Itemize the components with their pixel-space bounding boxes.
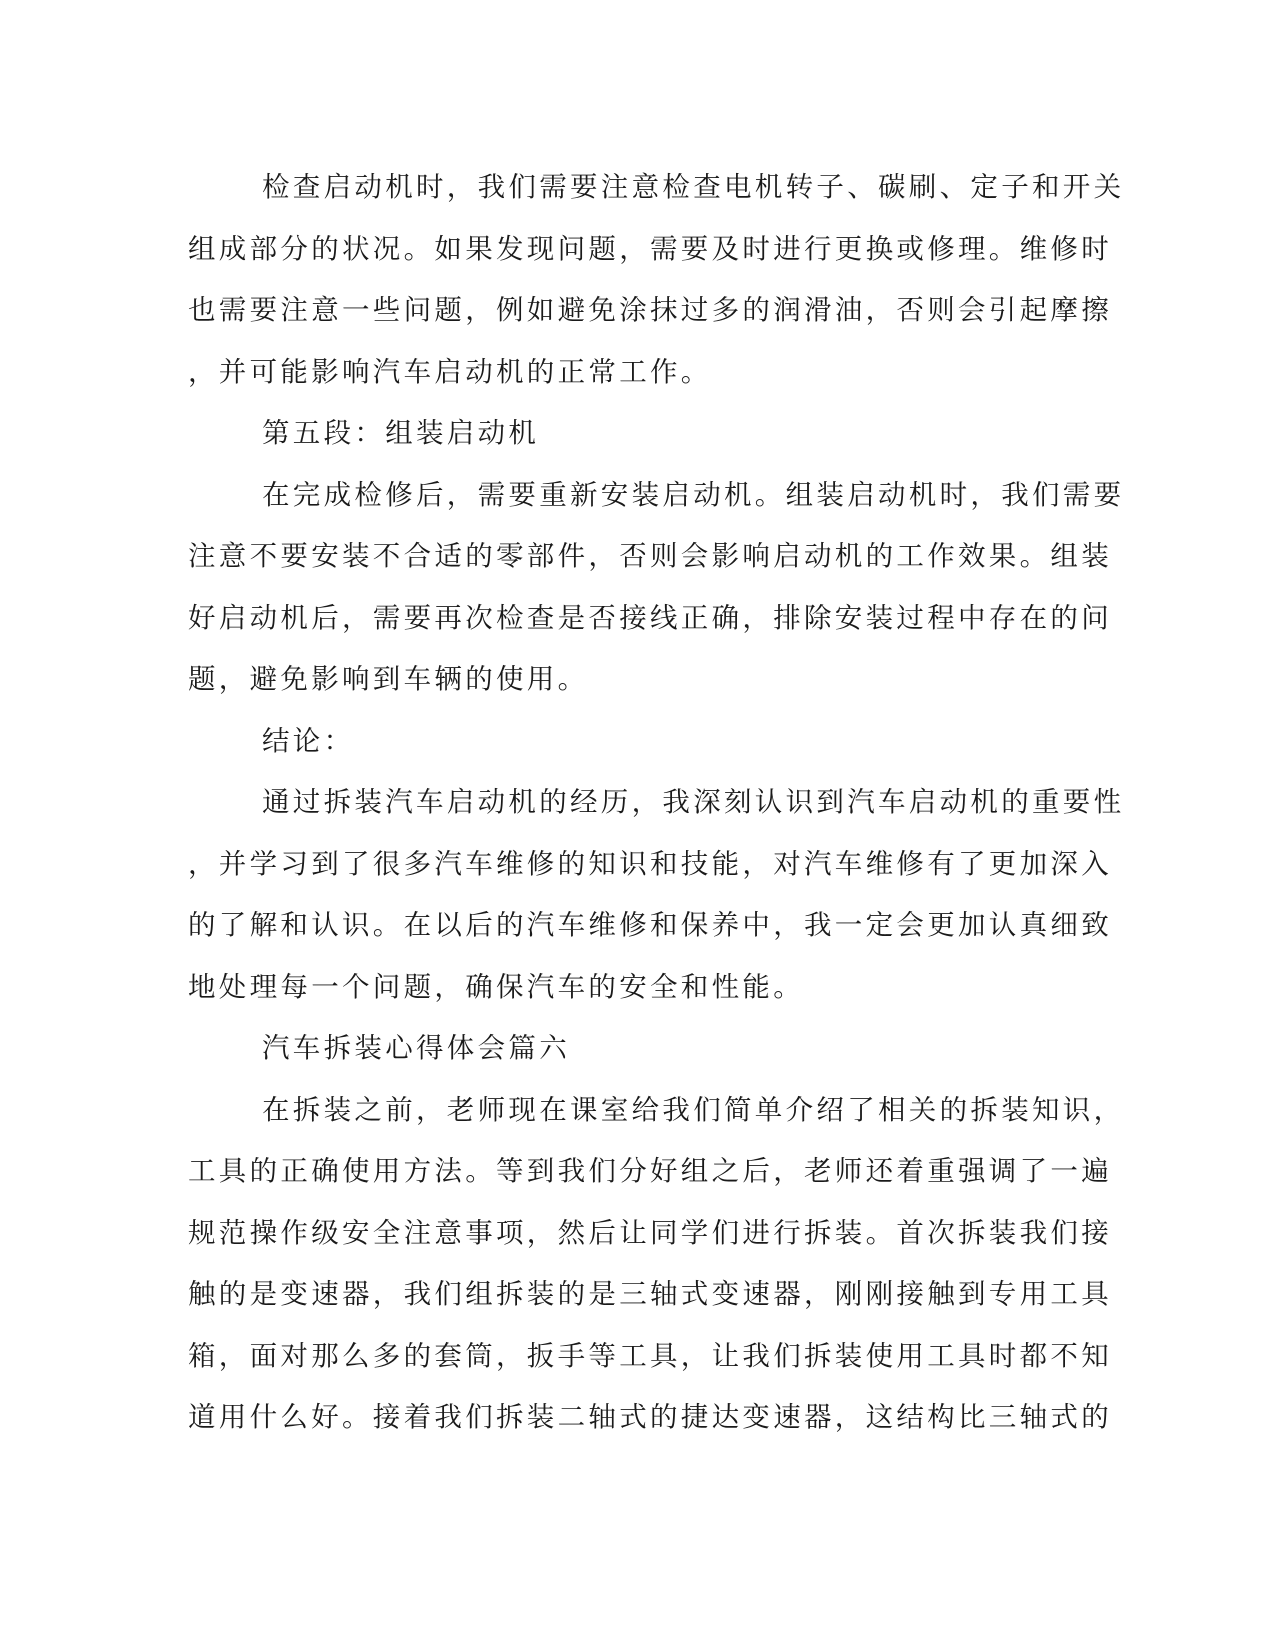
text-line: 组成部分的状况。如果发现问题，需要及时进行更换或修理。维修时 bbox=[188, 232, 1112, 265]
text-line: ，并可能影响汽车启动机的正常工作。 bbox=[188, 355, 712, 388]
text-line: 通过拆装汽车启动机的经历，我深刻认识到汽车启动机的重要性 bbox=[262, 786, 1125, 818]
text-line: 题，避免影响到车辆的使用。 bbox=[188, 663, 589, 695]
text-line: 的了解和认识。在以后的汽车维修和保养中，我一定会更加认真细致 bbox=[188, 909, 1112, 941]
text-line: 在完成检修后，需要重新安装启动机。组装启动机时，我们需要 bbox=[262, 478, 1125, 511]
text-line: 触的是变速器，我们组拆装的是三轴式变速器，刚刚接触到专用工具 bbox=[188, 1278, 1112, 1310]
text-line: 检查启动机时，我们需要注意检查电机转子、碳刷、定子和开关 bbox=[262, 171, 1125, 203]
paragraph-conclusion bbox=[188, 772, 1125, 1018]
text-line: 在拆装之前，老师现在课室给我们简单介绍了相关的拆装知识， bbox=[262, 1093, 1125, 1126]
text-line: 箱，面对那么多的套筒，扳手等工具，让我们拆装使用工具时都不知 bbox=[188, 1339, 1112, 1372]
section-heading-assembly bbox=[188, 403, 1068, 465]
section-heading-part-six bbox=[188, 1018, 1068, 1080]
text-line: 地处理每一个问题，确保汽车的安全和性能。 bbox=[188, 970, 804, 1003]
text-line: 规范操作级安全注意事项，然后让同学们进行拆装。首次拆装我们接 bbox=[188, 1216, 1112, 1249]
text-line: 道用什么好。接着我们拆装二轴式的捷达变速器，这结构比三轴式的 bbox=[188, 1401, 1112, 1433]
text-line: ，并学习到了很多汽车维修的知识和技能，对汽车维修有了更加深入 bbox=[188, 847, 1112, 880]
text-line: 也需要注意一些问题，例如避免涂抹过多的润滑油，否则会引起摩擦 bbox=[188, 294, 1112, 326]
section-heading-conclusion bbox=[188, 711, 1068, 773]
text-line: 好启动机后，需要再次检查是否接线正确，排除安装过程中存在的问 bbox=[188, 601, 1112, 634]
heading-text: 结论： bbox=[262, 724, 355, 757]
document-body bbox=[188, 157, 1125, 1449]
text-line: 工具的正确使用方法。等到我们分好组之后，老师还着重强调了一遍 bbox=[188, 1155, 1112, 1187]
paragraph-starter-inspection bbox=[188, 157, 1125, 403]
text-line: 注意不要安装不合适的零部件，否则会影响启动机的工作效果。组装 bbox=[188, 540, 1112, 572]
heading-text: 汽车拆装心得体会篇六 bbox=[262, 1032, 570, 1064]
heading-text: 第五段：组装启动机 bbox=[262, 417, 540, 449]
paragraph-starter-assembly bbox=[188, 465, 1125, 711]
paragraph-disassembly-intro bbox=[188, 1080, 1125, 1449]
